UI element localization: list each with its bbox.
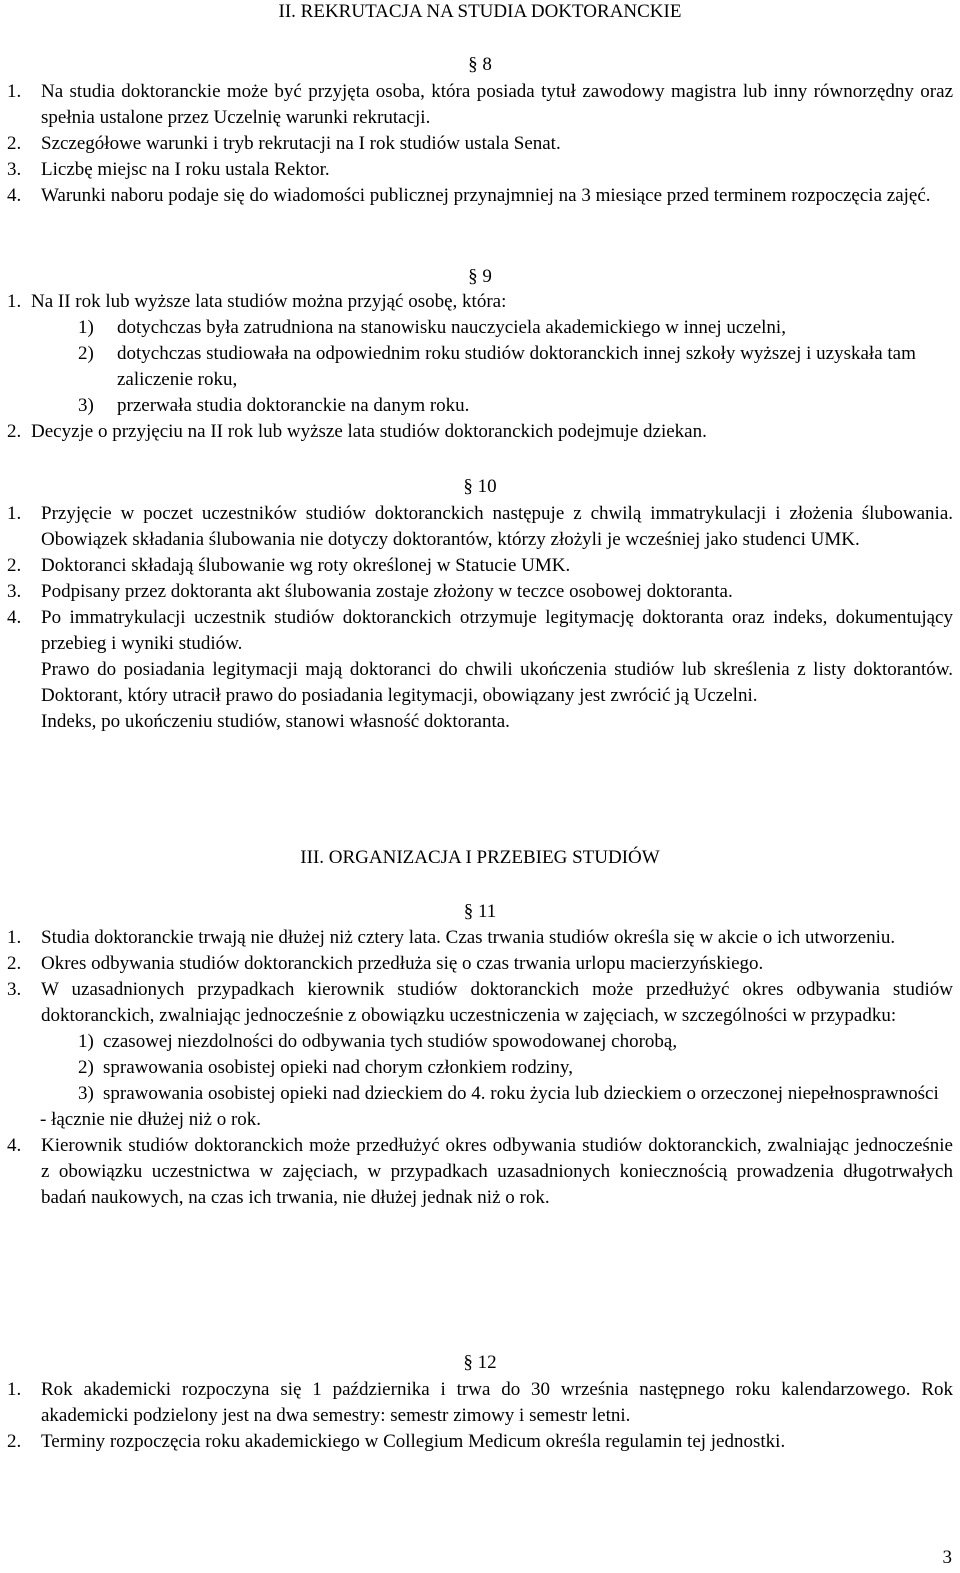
item-text: Studia doktoranckie trwają nie dłużej niż cztery lata. Czas trwania studiów określa się w akcie o ich utworzeniu. <box>41 927 896 948</box>
sub-item <box>0 393 960 419</box>
item-text: Okres odbywania studiów doktoranckich przedłuża się o czas trwania urlopu macierzyńskiego. <box>41 953 764 974</box>
item-number: 3. <box>7 159 22 180</box>
list-item <box>0 79 960 131</box>
item-number: 3. <box>7 979 22 1000</box>
sub-text: dotychczas była zatrudniona na stanowisku nauczyciela akademickiego w innej uczelni, <box>117 317 786 338</box>
sub-text: przerwała studia doktoranckie na danym roku. <box>117 395 470 416</box>
list-item <box>0 553 960 579</box>
item-number: 2. <box>7 421 22 442</box>
item-text: Szczegółowe warunki i tryb rekrutacji na I rok studiów ustala Senat. <box>41 133 561 154</box>
sub-number: 1) <box>78 1031 94 1052</box>
section-10 <box>0 501 960 735</box>
paragraph-sign: § 9 <box>468 266 492 287</box>
paragraph-sign: § 8 <box>468 54 492 75</box>
item-text: Przyjęcie w poczet uczestników studiów doktoranckich następuje z chwilą immatrykulacji i złożenia ślubowania. Obowiązek składania ślubowania nie dotyczy doktorantów, którzy złożyli je wcześniej jako studenci UMK. <box>41 503 953 550</box>
sub-item <box>0 1029 960 1055</box>
item-number: 3. <box>7 581 22 602</box>
sub-text: dotychczas studiowała na odpowiednim roku studiów doktoranckich innej szkoły wyższej i uzyskała tam zaliczenie roku, <box>117 343 916 390</box>
item-text: W uzasadnionych przypadkach kierownik studiów doktoranckich może przedłużyć okres odbywania studiów doktoranckich, zwalniając jednocześnie z obowiązku uczestniczenia w zajęciach, w szczególności w przypadku: <box>41 979 953 1026</box>
sub-text: czasowej niezdolności do odbywania tych studiów spowodowanej chorobą, <box>103 1031 678 1052</box>
list-item <box>0 183 960 209</box>
list-item <box>0 157 960 183</box>
item-text: Na II rok lub wyższe lata studiów można przyjąć osobę, która: <box>31 291 507 312</box>
list-item <box>0 605 960 657</box>
item-number: 2. <box>7 133 22 154</box>
list-item <box>0 951 960 977</box>
item-text: Terminy rozpoczęcia roku akademickiego w Collegium Medicum określa regulamin tej jednostki. <box>41 1431 786 1452</box>
list-item <box>0 579 960 605</box>
item-number: 1. <box>7 503 22 524</box>
section-8 <box>0 79 960 209</box>
item-number: 1. <box>7 1379 22 1400</box>
item-number: 2. <box>7 1431 22 1452</box>
page-number: 3 <box>942 1547 952 1568</box>
item-text: Na studia doktoranckie może być przyjęta osoba, która posiada tytuł zawodowy magistra lub inny równorzędny oraz spełnia ustalone przez Uczelnię warunki rekrutacji. <box>41 81 953 128</box>
item-text: Warunki naboru podaje się do wiadomości publicznej przynajmniej na 3 miesiące przed terminem rozpoczęcia zajęć. <box>41 185 931 206</box>
section-9 <box>0 289 960 445</box>
paragraph-sign: § 10 <box>463 476 497 497</box>
sub-number: 3) <box>78 1083 94 1104</box>
list-item <box>0 289 960 315</box>
sub-item <box>0 315 960 341</box>
item-number: 1. <box>7 81 22 102</box>
item-text: Decyzje o przyjęciu na II rok lub wyższe lata studiów doktoranckich podejmuje dziekan. <box>31 421 707 442</box>
item-text: Liczbę miejsc na I roku ustala Rektor. <box>41 159 330 180</box>
continuation-text: Prawo do posiadania legitymacji mają doktoranci do chwili ukończenia studiów lub skreślenia z listy doktorantów. Doktorant, który utracił prawo do posiadania legitymacji, obowiązany jest zwrócić ją Uczelni. <box>41 659 953 706</box>
sub-number: 2) <box>78 343 94 364</box>
section-12 <box>0 1377 960 1455</box>
list-item <box>0 131 960 157</box>
sub-item <box>0 1081 960 1107</box>
item-number: 4. <box>7 185 22 206</box>
paragraph-sign: § 11 <box>463 901 497 922</box>
list-item <box>0 501 960 553</box>
sub-item <box>0 1055 960 1081</box>
item-number: 1. <box>7 291 22 312</box>
item-text: Podpisany przez doktoranta akt ślubowania zostaje złożony w teczce osobowej doktoranta. <box>41 581 733 602</box>
list-item <box>0 925 960 951</box>
section-11 <box>0 925 960 1211</box>
item-number: 4. <box>7 1135 22 1156</box>
chapter-heading: III. ORGANIZACJA I PRZEBIEG STUDIÓW <box>300 847 660 868</box>
item-number: 4. <box>7 607 22 628</box>
sub-text: sprawowania osobistej opieki nad dzieckiem do 4. roku życia lub dzieckiem o orzeczonej niepełnosprawności <box>103 1083 939 1104</box>
sub-number: 2) <box>78 1057 94 1078</box>
item-number: 2. <box>7 555 22 576</box>
continuation-text: Indeks, po ukończeniu studiów, stanowi własność doktoranta. <box>41 711 510 732</box>
item-text: Kierownik studiów doktoranckich może przedłużyć okres odbywania studiów doktoranckich, zwalniając jednocześnie z obowiązku uczestnictwa w zajęciach, w przypadkach uzasadnionych koniecznością prowadzenia długotrwałych badań naukowych, na czas ich trwania, nie dłużej jednak niż o rok. <box>41 1135 953 1208</box>
sub-text: sprawowania osobistej opieki nad chorym członkiem rodziny, <box>103 1057 573 1078</box>
list-item <box>0 1429 960 1455</box>
item-text: Doktoranci składają ślubowanie wg roty określonej w Statucie UMK. <box>41 555 571 576</box>
chapter-heading: II. REKRUTACJA NA STUDIA DOKTORANCKIE <box>278 1 682 22</box>
item-number: 2. <box>7 953 22 974</box>
paragraph-sign: § 12 <box>463 1352 497 1373</box>
sub-number: 3) <box>78 395 94 416</box>
list-item <box>0 419 960 445</box>
item-text: Po immatrykulacji uczestnik studiów doktoranckich otrzymuje legitymację doktoranta oraz indeks, dokumentujący przebieg i wyniki studiów. <box>41 607 953 654</box>
item-number: 1. <box>7 927 22 948</box>
sub-item <box>0 341 960 393</box>
dash-note: - łącznie nie dłużej niż o rok. <box>40 1109 262 1130</box>
item-text: Rok akademicki rozpoczyna się 1 października i trwa do 30 września następnego roku kalendarzowego. Rok akademicki podzielony jest na dwa semestry: semestr zimowy i semestr letni. <box>41 1379 953 1426</box>
list-item <box>0 1377 960 1429</box>
list-item <box>0 1133 960 1211</box>
list-item <box>0 977 960 1029</box>
sub-number: 1) <box>78 317 94 338</box>
